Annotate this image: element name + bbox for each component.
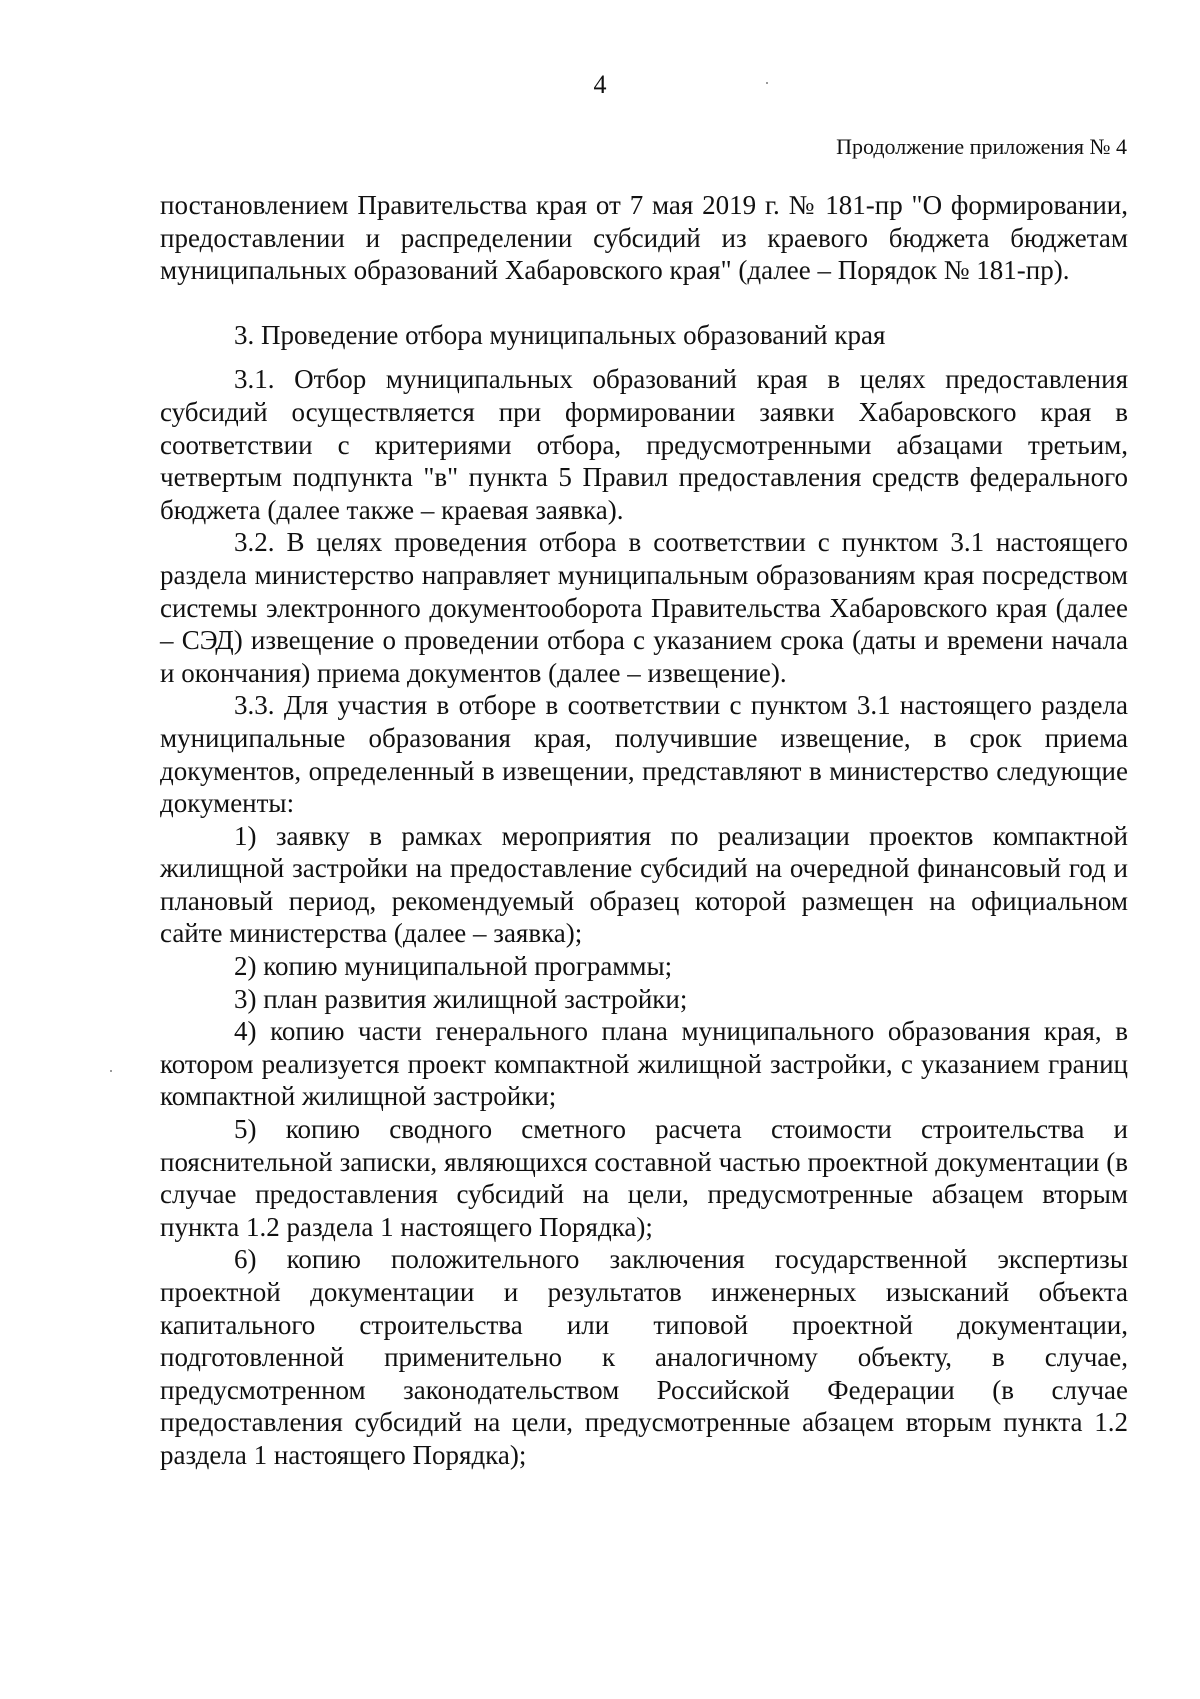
list-item-5: 5) копию сводного сметного расчета стоимости строительства и пояснительной записки, являющихся составной частью проектной документации (в случае предоставления субсидий на цели, предусмотренные абзацем вторым пункта 1.2 раздела 1 настоящего Порядка); bbox=[160, 1114, 1128, 1242]
scan-speck bbox=[766, 82, 768, 84]
page-number: 4 bbox=[593, 70, 607, 99]
document-body bbox=[160, 189, 1128, 1472]
list-item-1: 1) заявку в рамках мероприятия по реализации проектов компактной жилищной застройки на предоставление субсидий на очередной финансовый год и плановый период, рекомендуемый образец которой размещен на официальном сайте министерства (далее – заявка); bbox=[160, 820, 1128, 949]
paragraph-3-2: 3.2. В целях проведения отбора в соответствии с пунктом 3.1 настоящего раздела министерство направляет муниципальным образованиям края посредством системы электронного документооборота Правительства Хабаровского края (далее – СЭД) извещение о проведении отбора с указанием срока (даты и времени начала и окончания) приема документов (далее – извещение). bbox=[160, 527, 1128, 688]
paragraph-3-1: 3.1. Отбор муниципальных образований края в целях предоставления субсидий осуществляется при формировании заявки Хабаровского края в соответствии с критериями отбора, предусмотренными абзацами третьим, четвертым подпункта "в" пункта 5 Правил предоставления средств федерального бюджета (далее также – краевая заявка). bbox=[160, 364, 1128, 525]
appendix-continuation-note: Продолжение приложения № 4 bbox=[836, 134, 1127, 159]
list-item-4: 4) копию части генерального плана муниципального образования края, в котором реализуется проект компактной жилищной застройки, с указанием границ компактной жилищной застройки; bbox=[160, 1016, 1128, 1112]
list-item-2: 2) копию муниципальной программы; bbox=[234, 951, 673, 982]
list-item-6: 6) копию положительного заключения государственной экспертизы проектной документации и результатов инженерных изысканий объекта капитального строительства или типовой проектной документации, подготовленной применительно к аналогичному объекту, в случае, предусмотренном законодательством Российской Федерации (в случае предоставления субсидий на цели, предусмотренные абзацем вторым пункта 1.2 раздела 1 настоящего Порядка); bbox=[160, 1244, 1128, 1470]
section-heading: 3. Проведение отбора муниципальных образований края bbox=[234, 319, 886, 350]
scan-speck bbox=[110, 1070, 112, 1072]
list-item-3: 3) план развития жилищной застройки; bbox=[234, 983, 688, 1014]
paragraph-intro-continuation: постановлением Правительства края от 7 мая 2019 г. № 181-пр "О формировании, предоставлении и распределении субсидий из краевого бюджета бюджетам муниципальных образований Хабаровского края" (далее – Порядок № 181-пр). bbox=[160, 190, 1128, 286]
paragraph-3-3: 3.3. Для участия в отборе в соответствии с пунктом 3.1 настоящего раздела муниципальные образования края, получившие извещение, в срок приема документов, определенный в извещении, представляют в министерство следующие документы: bbox=[160, 690, 1128, 819]
